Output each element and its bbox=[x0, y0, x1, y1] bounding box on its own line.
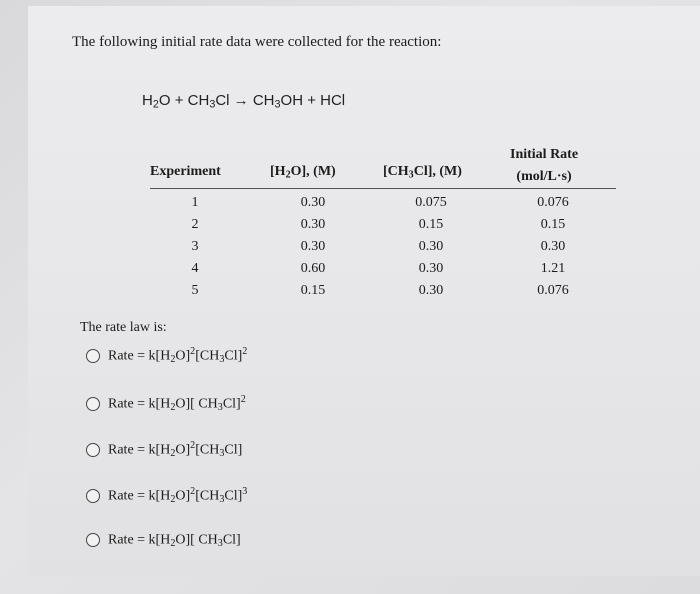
table-cell: 0.15 bbox=[540, 217, 566, 232]
table-cell: 0.30 bbox=[300, 239, 326, 254]
answer-option-1[interactable] bbox=[86, 346, 247, 365]
table-cell: 0.30 bbox=[418, 283, 444, 298]
table-cell: 3 bbox=[191, 239, 199, 254]
table-cell: 1 bbox=[191, 195, 199, 210]
header-experiment: Experiment bbox=[150, 164, 221, 179]
radio-button-icon[interactable] bbox=[86, 397, 100, 411]
radio-button-icon[interactable] bbox=[86, 349, 100, 363]
table-cell: 0.075 bbox=[415, 195, 447, 210]
table-cell: 0.30 bbox=[418, 239, 444, 254]
reaction-arrow-icon: → bbox=[233, 92, 249, 109]
radio-button-icon[interactable] bbox=[86, 533, 100, 547]
answer-option-4[interactable] bbox=[86, 486, 247, 505]
table-cell: 0.076 bbox=[537, 195, 569, 210]
answer-option-3[interactable] bbox=[86, 440, 242, 459]
option-label: Rate = $k[H_2O]$[ $CH_3Cl$] bbox=[108, 532, 241, 550]
answer-option-2[interactable] bbox=[86, 394, 246, 413]
option-label: Rate = $k[H_2O]^2[CH_3Cl]^3$ bbox=[108, 486, 248, 506]
table-header-rule bbox=[150, 188, 616, 189]
header-h2o-concentration: $[H_2O]$, (M) bbox=[270, 164, 336, 181]
table-cell: 4 bbox=[191, 261, 199, 276]
column-experiment bbox=[180, 192, 210, 302]
table-cell: 2 bbox=[191, 217, 199, 232]
table-cell: 0.60 bbox=[300, 261, 326, 276]
table-cell: 0.15 bbox=[418, 217, 444, 232]
column-ch3cl bbox=[406, 192, 456, 302]
column-h2o bbox=[290, 192, 336, 302]
reaction-equation: $H_2O + CH_3Cl \to CH_3OH$ + HCl bbox=[142, 92, 346, 111]
header-initial-rate: Initial Rate (mol/L·s) bbox=[510, 147, 579, 184]
option-label: Rate = $k[H_2O]^2[CH_3Cl]$ bbox=[108, 440, 243, 460]
option-label: Rate = $k[H_2O]$[ $CH_3Cl]^2$ bbox=[108, 394, 246, 414]
table-cell: 0.15 bbox=[300, 283, 326, 298]
table-cell: 0.30 bbox=[540, 239, 566, 254]
question-prompt: The rate law is: bbox=[80, 320, 167, 335]
header-ch3cl-concentration: $[CH_3Cl]$, (M) bbox=[383, 164, 462, 181]
answer-option-5[interactable] bbox=[86, 530, 241, 549]
option-label: Rate = $k[H_2O]^2[CH_3Cl]^2$ bbox=[108, 346, 248, 366]
table-cell: 0.076 bbox=[537, 283, 569, 298]
column-initial-rate bbox=[528, 192, 578, 302]
intro-text: The following initial rate data were collected for the reaction: bbox=[72, 34, 442, 50]
table-cell: 1.21 bbox=[540, 261, 566, 276]
radio-button-icon[interactable] bbox=[86, 489, 100, 503]
table-cell: 0.30 bbox=[300, 195, 326, 210]
table-cell: 0.30 bbox=[418, 261, 444, 276]
table-cell: 0.30 bbox=[300, 217, 326, 232]
radio-button-icon[interactable] bbox=[86, 443, 100, 457]
table-cell: 5 bbox=[191, 283, 199, 298]
